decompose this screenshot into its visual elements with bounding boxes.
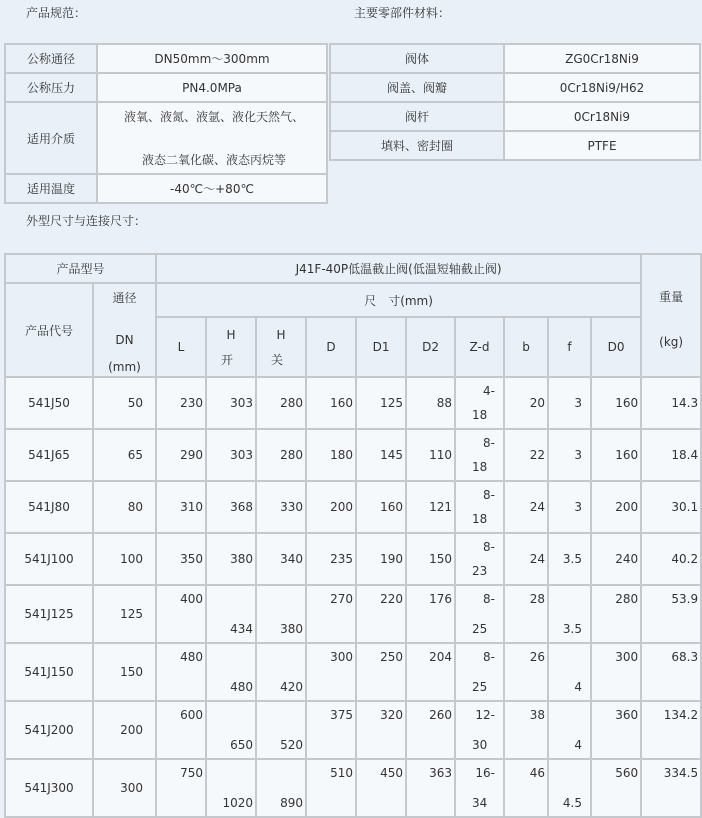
row-D1: 160 [356, 481, 406, 533]
row-weight: 40.2 [641, 533, 701, 585]
row-Zd [455, 759, 504, 817]
body-value: ZG0Cr18Ni9 [504, 44, 700, 73]
row-H-close: 330 [256, 481, 306, 533]
row-D1: 220 [356, 585, 406, 643]
row-H-open: 303 [206, 377, 256, 429]
bonnet-value: 0Cr18Ni9/H62 [504, 73, 700, 102]
weight-unit: (kg) [659, 335, 684, 349]
row-D: 160 [306, 377, 356, 429]
row-H-open: 303 [206, 429, 256, 481]
table-row [5, 585, 701, 643]
row-H-close: 380 [256, 585, 306, 643]
row-D2: 150 [406, 533, 455, 585]
dimensions-heading: 外型尺寸与连接尺寸： [26, 214, 147, 228]
nominal-pressure-value: PN4.0MPa [97, 73, 327, 102]
row-D0: 160 [591, 377, 641, 429]
col-D0: D0 [591, 317, 641, 377]
table-row [5, 377, 701, 429]
table-row [5, 481, 701, 533]
row-b: 38 [504, 701, 548, 759]
row-L: 350 [156, 533, 206, 585]
row-f: 3.5 [548, 585, 591, 643]
packing-label: 填料、密封圈 [330, 131, 504, 160]
row-Zd [455, 701, 504, 759]
col-H-close-label: 关 [271, 353, 284, 367]
nominal-pressure-label: 公称压力 [5, 73, 97, 102]
row-D0: 240 [591, 533, 641, 585]
stem-value: 0Cr18Ni9 [504, 102, 700, 131]
row-b: 28 [504, 585, 548, 643]
row-H-close: 890 [256, 759, 306, 817]
col-H-close-H: H [276, 328, 286, 342]
row-weight: 334.5 [641, 759, 701, 817]
row-Zd-top: 8- [483, 436, 496, 450]
row-D0: 360 [591, 701, 641, 759]
row-Zd-bottom: 34 [472, 796, 488, 810]
row-Zd-top: 8- [483, 650, 496, 664]
row-f: 3.5 [548, 533, 591, 585]
row-L: 400 [156, 585, 206, 643]
row-D1: 450 [356, 759, 406, 817]
row-D0: 200 [591, 481, 641, 533]
row-H-close: 340 [256, 533, 306, 585]
row-f: 4.5 [548, 759, 591, 817]
nominal-dia-label: 公称通径 [5, 44, 97, 73]
row-Zd-bottom: 18 [472, 512, 488, 526]
row-Zd [455, 533, 504, 585]
row-Zd-bottom: 18 [472, 460, 488, 474]
dn-label-2: DN [115, 333, 134, 347]
col-D2: D2 [406, 317, 455, 377]
model-title: J41F-40P低温截止阀(低温短轴截止阀) [156, 254, 641, 283]
row-D: 375 [306, 701, 356, 759]
col-D1: D1 [356, 317, 406, 377]
row-D0: 160 [591, 429, 641, 481]
row-H-close: 420 [256, 643, 306, 701]
col-H-open-label: 开 [221, 353, 234, 367]
row-dn: 200 [93, 701, 156, 759]
row-Zd-bottom: 25 [472, 680, 488, 694]
row-code: 541J125 [5, 585, 93, 643]
weight-label: 重量 [659, 290, 684, 304]
row-D2: 204 [406, 643, 455, 701]
dn-label-3: (mm) [108, 360, 141, 374]
row-L: 480 [156, 643, 206, 701]
table-row [5, 701, 701, 759]
col-L: L [156, 317, 206, 377]
row-code: 541J150 [5, 643, 93, 701]
col-D: D [306, 317, 356, 377]
row-b: 20 [504, 377, 548, 429]
row-dn: 65 [93, 429, 156, 481]
row-D1: 250 [356, 643, 406, 701]
row-weight: 30.1 [641, 481, 701, 533]
spec-heading: 产品规范： [26, 6, 87, 20]
body-label: 阀体 [330, 44, 504, 73]
row-D0: 300 [591, 643, 641, 701]
temp-label: 适用温度 [5, 174, 97, 203]
row-code: 541J100 [5, 533, 93, 585]
dn-header [93, 283, 156, 377]
table-row [5, 759, 701, 817]
row-Zd-top: 16- [475, 766, 496, 780]
row-D1: 145 [356, 429, 406, 481]
row-L: 310 [156, 481, 206, 533]
row-Zd-top: 4- [483, 384, 496, 398]
row-D: 200 [306, 481, 356, 533]
row-D2: 363 [406, 759, 455, 817]
row-dn: 100 [93, 533, 156, 585]
row-weight: 14.3 [641, 377, 701, 429]
row-H-open: 1020 [206, 759, 256, 817]
row-Zd [455, 481, 504, 533]
row-D0: 280 [591, 585, 641, 643]
row-L: 750 [156, 759, 206, 817]
row-code: 541J300 [5, 759, 93, 817]
table-row [5, 533, 701, 585]
stem-label: 阀杆 [330, 102, 504, 131]
col-f: f [548, 317, 591, 377]
col-H-open-H: H [226, 328, 236, 342]
materials-heading: 主要零部件材料： [354, 6, 451, 20]
row-Zd [455, 429, 504, 481]
row-D1: 320 [356, 701, 406, 759]
row-weight: 68.3 [641, 643, 701, 701]
media-line-2: 液态二氧化碳、液态丙烷等 [142, 153, 287, 167]
row-Zd-bottom: 30 [472, 738, 488, 752]
row-H-open: 368 [206, 481, 256, 533]
media-label: 适用介质 [5, 102, 97, 174]
row-D: 300 [306, 643, 356, 701]
row-f: 4 [548, 643, 591, 701]
dn-label-1: 通径 [112, 291, 137, 305]
size-label: 尺 寸(mm) [156, 283, 641, 317]
row-f: 3 [548, 429, 591, 481]
temp-value: -40℃～+80℃ [97, 174, 327, 203]
model-label: 产品型号 [5, 254, 156, 283]
nominal-dia-value: DN50mm～300mm [97, 44, 327, 73]
row-D: 510 [306, 759, 356, 817]
dims-body [5, 377, 701, 817]
row-L: 230 [156, 377, 206, 429]
table-row [5, 429, 701, 481]
row-H-open: 650 [206, 701, 256, 759]
row-f: 4 [548, 701, 591, 759]
row-weight: 18.4 [641, 429, 701, 481]
col-b: b [504, 317, 548, 377]
row-D: 270 [306, 585, 356, 643]
row-Zd [455, 643, 504, 701]
row-weight: 53.9 [641, 585, 701, 643]
row-dn: 300 [93, 759, 156, 817]
row-D1: 190 [356, 533, 406, 585]
weight-header [641, 254, 701, 377]
row-D0: 560 [591, 759, 641, 817]
row-code: 541J200 [5, 701, 93, 759]
row-code: 541J50 [5, 377, 93, 429]
row-Zd-top: 8- [483, 540, 496, 554]
row-L: 600 [156, 701, 206, 759]
row-dn: 80 [93, 481, 156, 533]
row-H-close: 280 [256, 429, 306, 481]
row-D2: 110 [406, 429, 455, 481]
row-H-open: 480 [206, 643, 256, 701]
row-b: 24 [504, 481, 548, 533]
row-D1: 125 [356, 377, 406, 429]
row-b: 22 [504, 429, 548, 481]
row-dn: 50 [93, 377, 156, 429]
row-Zd [455, 377, 504, 429]
row-weight: 134.2 [641, 701, 701, 759]
spec-table [4, 43, 328, 204]
row-Zd-bottom: 23 [472, 564, 488, 578]
row-b: 24 [504, 533, 548, 585]
row-Zd-bottom: 18 [472, 408, 488, 422]
row-H-close: 520 [256, 701, 306, 759]
row-D2: 260 [406, 701, 455, 759]
materials-table [329, 43, 701, 161]
row-L: 290 [156, 429, 206, 481]
bonnet-label: 阀盖、阀瓣 [330, 73, 504, 102]
row-code: 541J65 [5, 429, 93, 481]
row-D2: 176 [406, 585, 455, 643]
table-row [5, 643, 701, 701]
row-D: 235 [306, 533, 356, 585]
row-f: 3 [548, 377, 591, 429]
row-H-close: 280 [256, 377, 306, 429]
row-Zd-bottom: 25 [472, 622, 488, 636]
row-b: 46 [504, 759, 548, 817]
code-label: 产品代号 [5, 283, 93, 377]
media-value [97, 102, 327, 174]
row-H-open: 380 [206, 533, 256, 585]
row-H-open: 434 [206, 585, 256, 643]
row-b: 26 [504, 643, 548, 701]
row-Zd [455, 585, 504, 643]
row-dn: 125 [93, 585, 156, 643]
row-Zd-top: 8- [483, 488, 496, 502]
row-D: 180 [306, 429, 356, 481]
row-Zd-top: 12- [475, 708, 496, 722]
col-Zd: Z-d [455, 317, 504, 377]
row-Zd-top: 8- [483, 592, 496, 606]
row-f: 3 [548, 481, 591, 533]
row-dn: 150 [93, 643, 156, 701]
media-line-1: 液氧、液氮、液氩、液化天然气、 [124, 110, 305, 124]
packing-value: PTFE [504, 131, 700, 160]
row-D2: 121 [406, 481, 455, 533]
col-H-open [206, 317, 256, 377]
row-code: 541J80 [5, 481, 93, 533]
row-D2: 88 [406, 377, 455, 429]
dimensions-table [4, 253, 702, 818]
col-H-close [256, 317, 306, 377]
